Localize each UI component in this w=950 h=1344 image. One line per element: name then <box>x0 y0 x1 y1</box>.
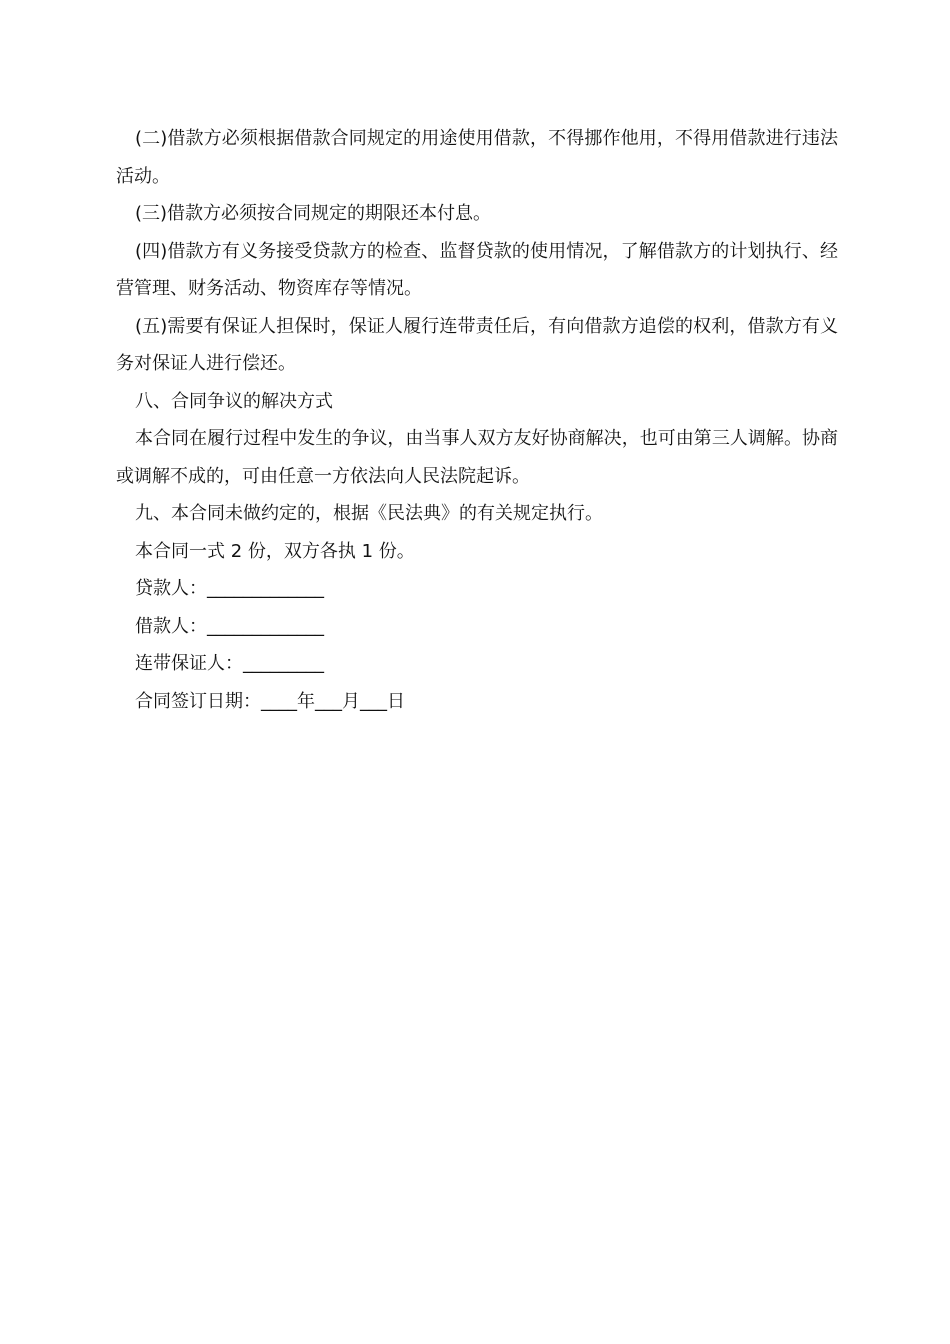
guarantor-signature-line: 连带保证人：_________ <box>135 653 324 674</box>
clause-3-repayment: (三)借款方必须按合同规定的期限还本付息。 <box>135 203 492 224</box>
section-8-dispute-resolution: 本合同在履行过程中发生的争议，由当事人双方友好协商解决，也可由第三人调解。协商或调解不成的，可由任意一方依法向人民法院起诉。 <box>116 428 838 487</box>
document-body <box>116 120 838 720</box>
clause-2-borrower-use: (二)借款方必须根据借款合同规定的用途使用借款，不得挪作他用，不得用借款进行违法活动。 <box>116 128 838 187</box>
clause-4-supervision: (四)借款方有义务接受贷款方的检查、监督贷款的使用情况，了解借款方的计划执行、经营管理、财务活动、物资库存等情况。 <box>116 240 838 299</box>
lender-signature-line: 贷款人：_____________ <box>135 578 324 599</box>
clause-5-guarantor: (五)需要有保证人担保时，保证人履行连带责任后，有向借款方追偿的权利，借款方有义务对保证人进行偿还。 <box>116 315 838 374</box>
copies-statement: 本合同一式 2 份，双方各执 1 份。 <box>135 540 415 562</box>
section-9-civil-code: 九、本合同未做约定的，根据《民法典》的有关规定执行。 <box>135 503 603 524</box>
signing-date-line: 合同签订日期：____年___月___日 <box>135 690 405 712</box>
section-8-heading: 八、合同争议的解决方式 <box>135 390 333 412</box>
borrower-signature-line: 借款人：_____________ <box>135 615 324 637</box>
